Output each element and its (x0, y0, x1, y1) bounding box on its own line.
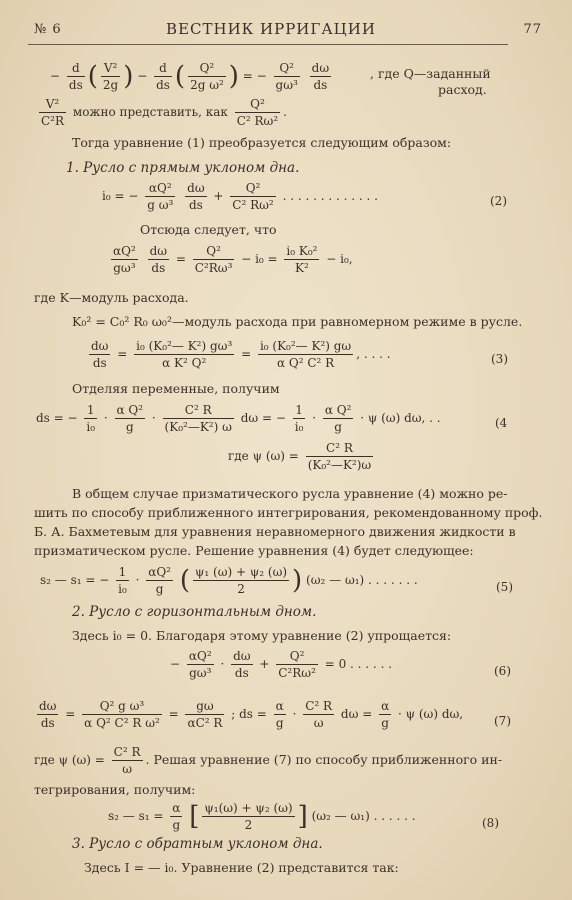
equation-number-2: (2) (490, 194, 507, 208)
paragraph-line-1: В общем случае призматического русла уравнение (4) можно ре- (72, 486, 508, 501)
page-number: 77 (523, 22, 542, 37)
equation-number-7: (7) (494, 714, 511, 728)
equation-8: s₂ — s₁ = $\frac{\alpha}{g}$ [ $\frac{\text{ψ₁(ω) + ψ₂ (ω)}}{2}$ ] (ω₂ — ω₁) . . . . . . (108, 801, 416, 832)
text-separate: Отделяя переменные, получим (72, 381, 280, 396)
equation-number-4: (4 (495, 416, 508, 430)
line-represent: $\frac{\text{V²}}{\text{C²R}}$ можно представить, как $\frac{\text{Q²}}{\text{C² Rω²}}$ . (41, 97, 287, 128)
equation-3: $\frac{d\omega}{ds}$ = $\frac{\text{i₀ (K₀²— K²) gω³}}{\text{α K² Q²}}$ = $\frac{\text{i₀ (K₀²— K²) gω}}{\text{α Q² C² R}}$ , . . . . (91, 339, 391, 370)
paragraph-line-2: шить по способу приближенного интегрирования, рекомендованному проф. (34, 505, 543, 520)
equation-2: i₀ = − $\frac{\text{αQ²}}{\text{g ω³}}$ $\frac{d\omega}{ds}$ + $\frac{\text{Q²}}{\text{C² Rω²}}$ . . . . . . . . . . . . . (102, 181, 378, 212)
paragraph-reverse: Здесь I = — i₀. Уравнение (2) представится так: (84, 860, 399, 875)
text-follows: Отсюда следует, что (140, 222, 277, 237)
equation-top-note: , где Q—заданный (370, 66, 491, 81)
equation-number-6: (6) (494, 664, 511, 678)
equation-7: $\frac{d\omega}{ds}$ = $\frac{\text{Q² g ω³}}{\text{α Q² C² R ω²}}$ = $\frac{g\omega}{\text{αC² R}}$ ; ds = $\frac{\alpha}{g}$ · $\frac{\text{C² R}}{\omega}$ dω = $\frac{\alpha}{g}$ · ψ (ω) dω, (39, 699, 464, 730)
text-where-K: где K—модуль расхода. (34, 290, 189, 305)
paragraph-line-4: призматическом русле. Решение уравнения (4) будет следующее: (34, 543, 474, 558)
equation-6: − $\frac{\text{αQ²}}{\text{gω³}}$ · $\frac{d\omega}{ds}$ + $\frac{\text{Q²}}{\text{C²Rω²}}$ = 0 . . . . . . (170, 649, 393, 680)
section-heading-1: 1. Русло с прямым уклоном дна. (66, 160, 300, 176)
line-psi-definition: где ψ (ω) = $\frac{\text{C² R}}{\omega}$ . Решая уравнение (7) по способу приближенного ин- (34, 745, 503, 776)
section-heading-3: 3. Русло с обратным уклоном дна. (72, 836, 323, 852)
paragraph-transform: Тогда уравнение (1) преобразуется следующим образом: (72, 135, 452, 150)
equation-b: $\frac{\text{αQ²}}{\text{gω³}}$ $\frac{d\omega}{ds}$ = $\frac{\text{Q²}}{\text{C²Rω³}}$ − i₀ = $\frac{\text{i₀ K₀²}}{\text{K²}}$ − i₀, (113, 244, 353, 275)
equation-5: s₂ — s₁ = − $\frac{1}{\text{i₀}}$ · $\frac{\text{αQ²}}{g}$ ( $\frac{\text{ψ₁ (ω) + ψ₂ (ω)}}{2}$ ) (ω₂ — ω₁) . . . . . . . (40, 565, 418, 596)
text-K0-definition: K₀² = C₀² R₀ ω₀²—модуль расхода при равномерном режиме в русле. (72, 314, 523, 329)
text-integration: тегрирования, получим: (34, 782, 196, 797)
section-heading-2: 2. Русло с горизонтальным дном. (72, 604, 317, 620)
journal-title: ВЕСТНИК ИРРИГАЦИИ (166, 20, 376, 38)
running-header (30, 20, 542, 44)
equation-4b: где ψ (ω) = $\frac{\text{C² R}}{\text{(K₀²—K²)ω}}$ (228, 441, 372, 472)
equation-top: − $\frac{d}{ds}$ ( $\frac{\text{V²}}{2g}$ ) − $\frac{d}{ds}$ ( $\frac{\text{Q²}}{\text{2g ω²}}$ ) = − $\frac{\text{Q²}}{\text{gω³}}$ $\frac{d\omega}{ds}$ (50, 61, 330, 92)
header-rule (28, 44, 508, 45)
paragraph-line-3: Б. А. Бахметевым для уравнения неравномерного движения жидкости в (34, 524, 516, 539)
equation-number-3: (3) (491, 352, 508, 366)
equation-number-8: (8) (482, 816, 499, 830)
paragraph-horizontal: Здесь i₀ = 0. Благодаря этому уравнение (2) упрощается: (72, 628, 452, 643)
equation-number-5: (5) (496, 580, 513, 594)
issue-number: № 6 (34, 22, 62, 37)
equation-4: ds = − $\frac{1}{\text{i₀}}$ · $\frac{\text{α Q²}}{g}$ · $\frac{\text{C² R}}{\text{(K₀²—K²) ω}}$ dω = − $\frac{1}{\text{i₀}}$ · $\frac{\text{α Q²}}{g}$ · ψ (ω) dω, . . (36, 403, 441, 434)
equation-top-note-2: расход. (438, 82, 487, 97)
